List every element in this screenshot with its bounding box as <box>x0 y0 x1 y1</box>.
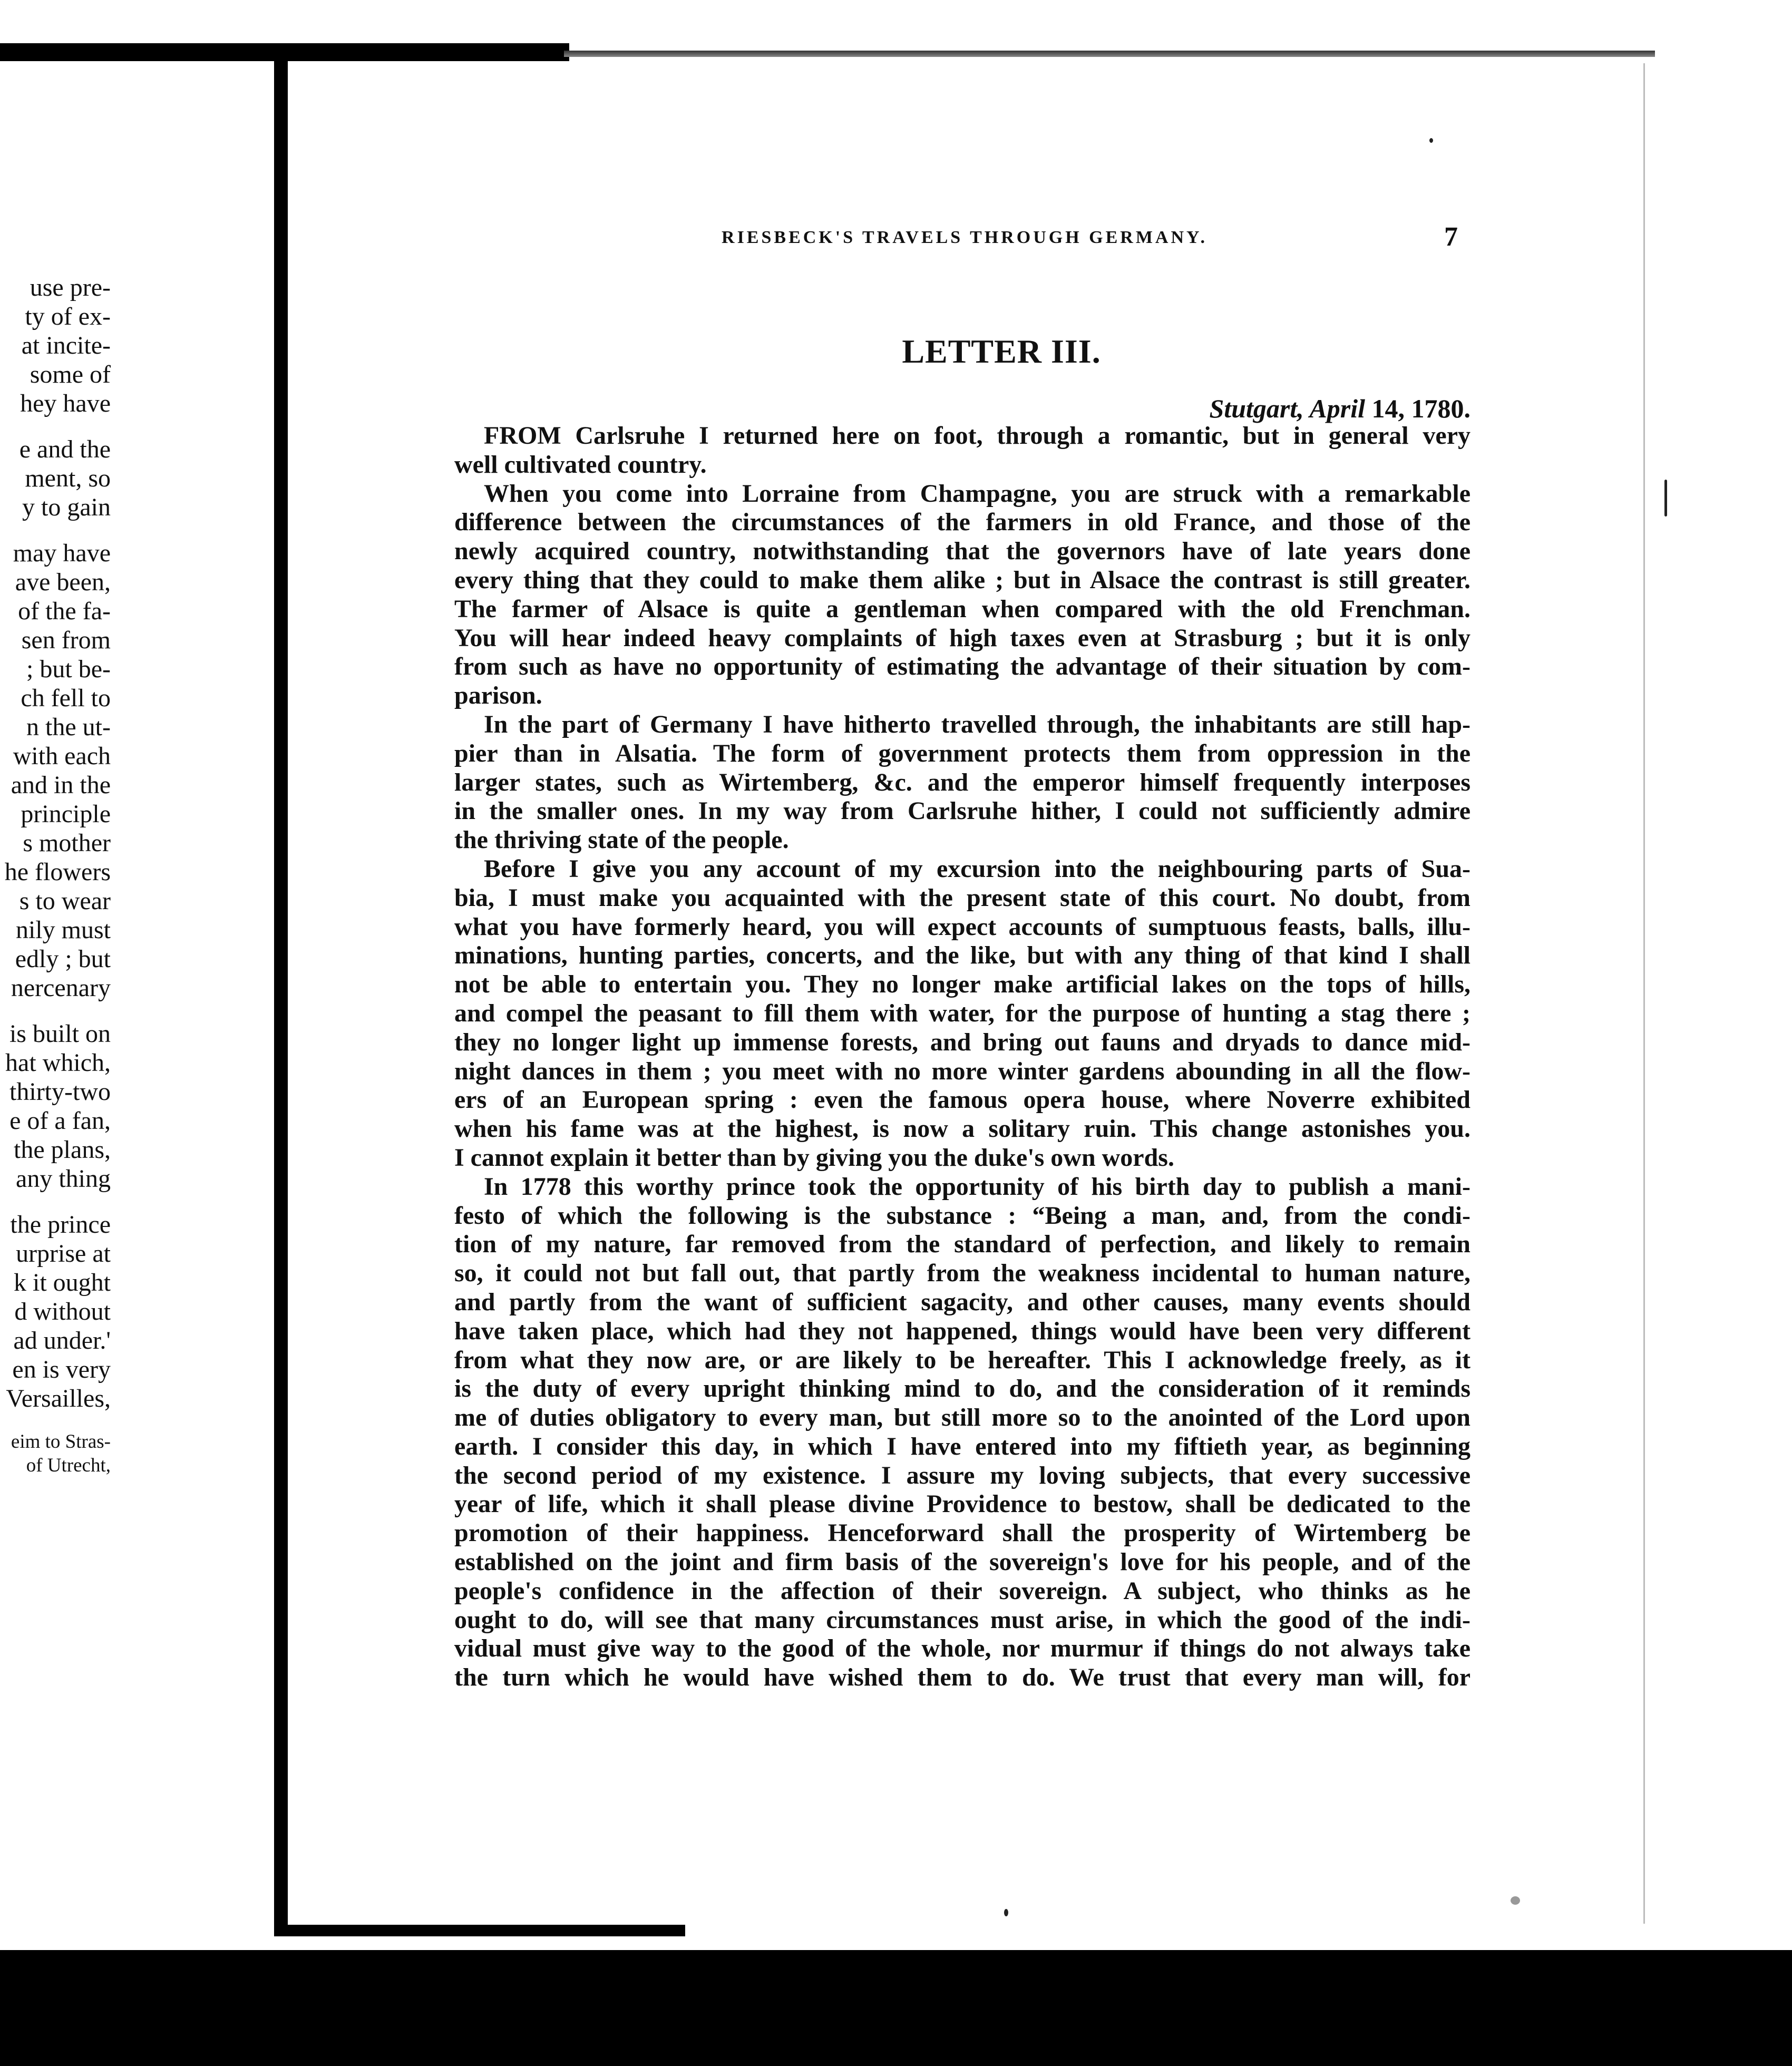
text-line: the prince <box>10 1211 111 1239</box>
body-line: Before I give you any account of my excursion into the neighbouring parts of Sua- <box>484 854 1470 883</box>
dateline-place: Stutgart, April <box>1209 394 1365 423</box>
body-line: FROM Carlsruhe I returned here on foot, through a romantic, but in general very <box>484 422 1470 450</box>
text-line: at incite- <box>21 332 111 359</box>
text-line: edly ; but <box>15 945 111 973</box>
body-line: larger states, such as Wirtemberg, &c. and the emperor himself frequently interposes <box>454 768 1470 796</box>
scan-border <box>0 1950 1792 2066</box>
text-line: thirty-two <box>9 1078 111 1106</box>
footnote-line: of Utrecht, <box>26 1455 111 1476</box>
text-line: the plans, <box>14 1136 111 1164</box>
body-line: In the part of Germany I have hitherto travelled through, the inhabitants are still hap- <box>484 710 1470 738</box>
text-line: k it ought <box>13 1269 111 1297</box>
body-line: night dances in them ; you meet with no more winter gardens abounding in all the flow- <box>454 1057 1470 1085</box>
body-line: the thriving state of the people. <box>454 826 789 854</box>
book-gutter-foot <box>274 1925 685 1936</box>
binding-edge <box>0 43 569 61</box>
text-line: of the fa- <box>18 597 111 625</box>
body-line: pier than in Alsatia. The form of government protects them from oppression in the <box>454 739 1470 767</box>
text-line: Versailles, <box>6 1385 111 1412</box>
body-line: difference between the circumstances of the farmers in old France, and those of the <box>454 508 1470 537</box>
left-page-fragment <box>0 273 111 1477</box>
text-line: s to wear <box>19 887 111 915</box>
body-line: every thing that they could to make them alike ; but in Alsace the contrast is still greater. <box>454 566 1470 594</box>
text-line: s mother <box>23 829 111 857</box>
text-line: may have <box>13 539 111 567</box>
body-line: and compel the peasant to fill them with water, for the purpose of hunting a stag there ; <box>454 999 1470 1027</box>
body-line: newly acquired country, notwithstanding that the governors have of late years done <box>454 537 1470 566</box>
body-line: not be able to entertain you. They no longer make artificial lakes on the tops of hills, <box>454 970 1470 999</box>
body-line: You will hear indeed heavy complaints of high taxes even at Strasburg ; but it is only <box>454 623 1470 652</box>
scan-speck <box>1511 1896 1520 1905</box>
text-line: nercenary <box>11 974 111 1002</box>
body-line: people's confidence in the affection of their sovereign. A subject, who thinks as he <box>454 1576 1470 1605</box>
text-line: d without <box>14 1298 111 1326</box>
text-line: nily must <box>15 916 111 944</box>
scan-speck <box>1429 138 1433 143</box>
text-line: ment, so <box>25 464 111 492</box>
body-line: and partly from the want of sufficient sagacity, and other causes, many events should <box>454 1288 1470 1316</box>
footnote-line: eim to Stras- <box>11 1431 111 1453</box>
body-line: ought to do, will see that many circumstances must arise, in which the good of the indi- <box>454 1605 1470 1634</box>
body-line: In 1778 this worthy prince took the opportunity of his birth day to publish a mani- <box>484 1172 1470 1201</box>
text-line: sen from <box>21 626 111 654</box>
text-line: n the ut- <box>26 713 111 741</box>
letter-title: LETTER III. <box>902 333 1101 370</box>
body-line: the second period of my existence. I assure my loving subjects, that every successive <box>454 1461 1470 1489</box>
body-line: in the smaller ones. In my way from Carlsruhe hither, I could not sufficiently admire <box>454 797 1470 825</box>
text-line: he flowers <box>4 858 111 886</box>
body-line: year of life, which it shall please divine Providence to bestow, shall be dedicated to the <box>454 1490 1470 1518</box>
body-line: ers of an European spring : even the famous opera house, where Noverre exhibited <box>454 1086 1470 1114</box>
body-line: is the duty of every upright thinking mind to do, and the consideration of it reminds <box>454 1375 1470 1403</box>
text-line: ; but be- <box>26 655 111 683</box>
body-line: I cannot explain it better than by giving you the duke's own words. <box>454 1143 1174 1172</box>
text-line: e and the <box>19 435 111 463</box>
body-line: so, it could not but fall out, that partly from the weakness incidental to human nature, <box>454 1259 1470 1288</box>
book-gutter <box>274 59 288 1935</box>
text-line: ad under.' <box>13 1327 111 1354</box>
body-line: The farmer of Alsace is quite a gentleman when compared with the old Frenchman. <box>454 595 1470 623</box>
text-line: principle <box>21 800 111 828</box>
running-head: RIESBECK'S TRAVELS THROUGH GERMANY. <box>722 228 1207 247</box>
text-line: ty of ex- <box>25 303 111 330</box>
text-line: urprise at <box>16 1240 111 1268</box>
body-line: they no longer light up immense forests, and bring out fauns and dryads to dance mid- <box>454 1028 1470 1056</box>
body-line: well cultivated country. <box>454 450 707 479</box>
body-line: have taken place, which had they not happened, things would have been very different <box>454 1317 1470 1345</box>
body-line: parison. <box>454 681 542 710</box>
text-line: and in the <box>11 771 111 799</box>
page-number: 7 <box>1444 222 1458 252</box>
text-line: ave been, <box>15 568 111 596</box>
body-line: the turn which he would have wished them to do. We trust that every man will, for <box>454 1663 1470 1692</box>
text-line: ch fell to <box>21 684 111 712</box>
body-line: earth. I consider this day, in which I have entered into my fiftieth year, as beginning <box>454 1432 1470 1460</box>
body-line: me of duties obligatory to every man, but still more so to the anointed of the Lord upon <box>454 1404 1470 1432</box>
body-line: When you come into Lorraine from Champagne, you are struck with a remarkable <box>484 479 1470 508</box>
page-top-edge <box>564 51 1655 57</box>
text-line: hey have <box>20 389 111 417</box>
body-line: when his fame was at the highest, is now a solitary ruin. This change astonishes you. <box>454 1115 1470 1143</box>
scan-speck <box>1004 1909 1008 1916</box>
text-line: e of a fan, <box>9 1107 111 1135</box>
page-right-edge <box>1643 63 1645 1924</box>
text-line: y to gain <box>22 493 111 521</box>
text-line: is built on <box>9 1020 111 1048</box>
letter-body <box>454 422 1470 1692</box>
dateline <box>1107 393 1470 424</box>
body-line: festo of which the following is the substance : “Being a man, and, from the condi- <box>454 1201 1470 1230</box>
text-line: use pre- <box>30 274 111 301</box>
text-line: en is very <box>12 1356 111 1383</box>
body-line: vidual must give way to the good of the whole, nor murmur if things do not always take <box>454 1634 1470 1663</box>
text-line: some of <box>30 360 111 388</box>
body-line: from such as have no opportunity of estimating the advantage of their situation by com- <box>454 652 1470 681</box>
body-line: established on the joint and firm basis of the sovereign's love for his people, and of the <box>454 1548 1470 1576</box>
body-line: bia, I must make you acquainted with the present state of this court. No doubt, from <box>454 883 1470 912</box>
text-line: hat which, <box>5 1049 111 1077</box>
body-line: promotion of their happiness. Henceforward shall the prosperity of Wirtemberg be <box>454 1519 1470 1547</box>
scan-speck <box>1664 480 1667 516</box>
body-line: minations, hunting parties, concerts, and the like, but with any thing of that kind I shall <box>454 941 1470 970</box>
text-line: with each <box>13 742 111 770</box>
body-line: tion of my nature, far removed from the standard of perfection, and likely to remain <box>454 1230 1470 1259</box>
body-line: what you have formerly heard, you will expect accounts of sumptuous feasts, balls, illu- <box>454 912 1470 941</box>
text-line: any thing <box>16 1165 111 1193</box>
body-line: from what they now are, or are likely to be hereafter. This I acknowledge freely, as it <box>454 1346 1470 1374</box>
dateline-date: 14, 1780. <box>1371 394 1470 423</box>
